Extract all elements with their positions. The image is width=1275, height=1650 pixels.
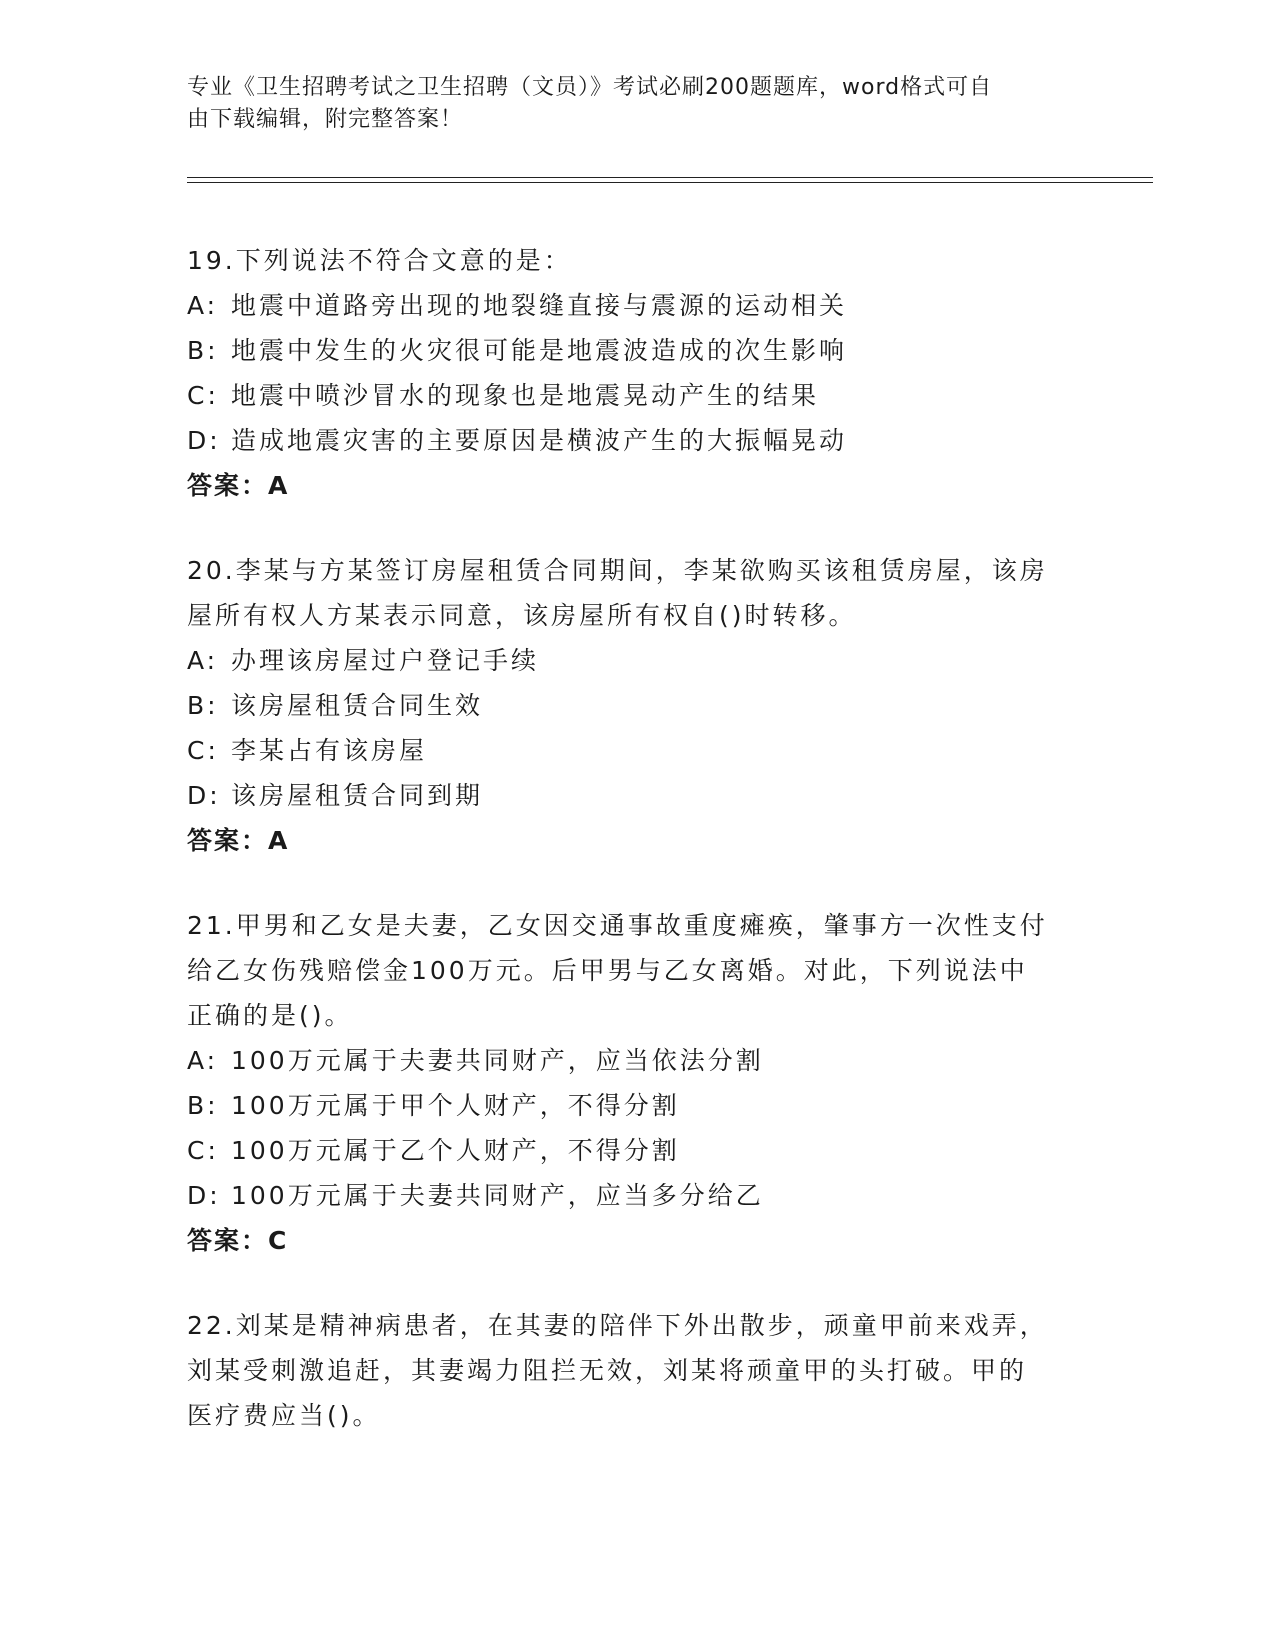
option-text: 100万元属于夫妻共同财产，应当依法分割 <box>231 1046 764 1075</box>
header-line-2: 由下载编辑，附完整答案！ <box>187 107 464 132</box>
question-22 <box>187 1303 1087 1438</box>
question-19 <box>187 238 1087 508</box>
option-text: 该房屋租赁合同生效 <box>231 691 484 720</box>
question-21 <box>187 903 1087 1263</box>
option-letter: B: <box>187 336 219 365</box>
option-a <box>187 283 1087 328</box>
option-d <box>187 418 1087 463</box>
option-text: 地震中发生的火灾很可能是地震波造成的次生影响 <box>231 336 848 365</box>
option-text: 100万元属于乙个人财产，不得分割 <box>231 1136 680 1165</box>
question-stem-line: 屋所有权人方某表示同意，该房屋所有权自()时转移。 <box>187 601 857 630</box>
option-letter: D: <box>187 1181 221 1210</box>
option-a <box>187 1038 1087 1083</box>
header-divider-bottom <box>187 182 1153 183</box>
option-letter: A: <box>187 646 219 675</box>
option-letter: C: <box>187 381 219 410</box>
option-text: 地震中道路旁出现的地裂缝直接与震源的运动相关 <box>231 291 848 320</box>
question-stem-line: 19.下列说法不符合文意的是： <box>187 246 572 275</box>
option-letter: A: <box>187 1046 219 1075</box>
option-text: 办理该房屋过户登记手续 <box>231 646 540 675</box>
question-stem-line: 给乙女伤残赔偿金100万元。后甲男与乙女离婚。对此，下列说法中 <box>187 956 1028 985</box>
answer-line: 答案：A <box>187 826 290 855</box>
question-stem-line: 21.甲男和乙女是夫妻，乙女因交通事故重度瘫痪，肇事方一次性支付 <box>187 911 1048 940</box>
option-letter: C: <box>187 736 219 765</box>
question-spacer <box>187 1263 1087 1303</box>
option-letter: B: <box>187 691 219 720</box>
option-c <box>187 728 1087 773</box>
question-spacer <box>187 508 1087 548</box>
option-d <box>187 1173 1087 1218</box>
option-text: 李某占有该房屋 <box>231 736 428 765</box>
option-letter: D: <box>187 781 221 810</box>
option-text: 100万元属于夫妻共同财产，应当多分给乙 <box>231 1181 764 1210</box>
question-stem-line: 22.刘某是精神病患者，在其妻的陪伴下外出散步，顽童甲前来戏弄， <box>187 1311 1048 1340</box>
answer-line: 答案：C <box>187 1226 289 1255</box>
option-text: 造成地震灾害的主要原因是横波产生的大振幅晃动 <box>231 426 848 455</box>
question-stem-line: 刘某受刺激追赶，其妻竭力阻拦无效，刘某将顽童甲的头打破。甲的 <box>187 1356 1028 1385</box>
option-c <box>187 373 1087 418</box>
question-spacer <box>187 863 1087 903</box>
document-header <box>187 72 1067 136</box>
option-letter: B: <box>187 1091 219 1120</box>
question-stem-line: 正确的是()。 <box>187 1001 353 1030</box>
option-d <box>187 773 1087 818</box>
option-b <box>187 328 1087 373</box>
header-divider-top <box>187 177 1153 178</box>
question-stem-line: 医疗费应当()。 <box>187 1401 381 1430</box>
option-text: 地震中喷沙冒水的现象也是地震晃动产生的结果 <box>231 381 820 410</box>
option-a <box>187 638 1087 683</box>
option-text: 100万元属于甲个人财产，不得分割 <box>231 1091 680 1120</box>
option-letter: D: <box>187 426 221 455</box>
question-stem-line: 20.李某与方某签订房屋租赁合同期间，李某欲购买该租赁房屋，该房 <box>187 556 1048 585</box>
question-list <box>187 238 1087 1438</box>
option-b <box>187 1083 1087 1128</box>
option-letter: C: <box>187 1136 219 1165</box>
option-letter: A: <box>187 291 219 320</box>
option-text: 该房屋租赁合同到期 <box>231 781 484 810</box>
answer-line: 答案：A <box>187 471 290 500</box>
question-20 <box>187 548 1087 863</box>
header-line-1: 专业《卫生招聘考试之卫生招聘（文员）》考试必刷200题题库，word格式可自 <box>187 75 993 100</box>
option-b <box>187 683 1087 728</box>
option-c <box>187 1128 1087 1173</box>
